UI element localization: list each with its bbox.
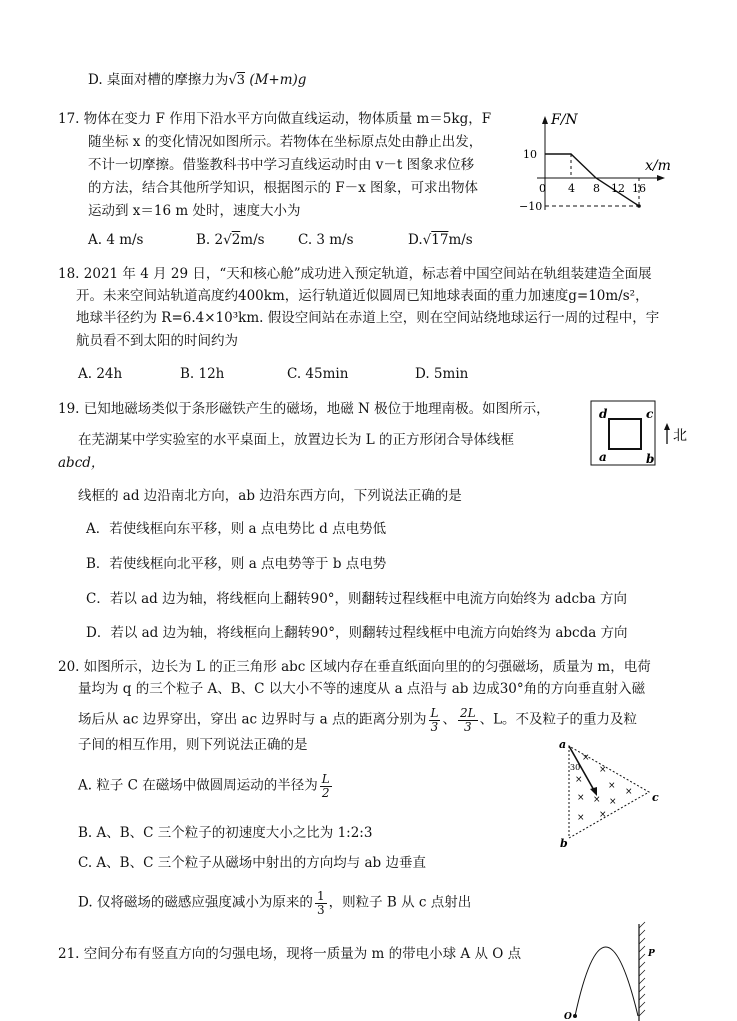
q20-line-2: 量均为 q 的三个粒子 A、B、C 以大小不等的速度从 a 点沿与 ab 边成30°角的方向垂直射入磁 — [78, 681, 646, 697]
q18-option-d: D. 5min — [415, 366, 469, 382]
svg-text:×: × — [599, 810, 607, 820]
svg-text:×: × — [625, 787, 633, 797]
q19-option-d: D．若以 ad 边为轴，将线框向上翻转90°，则翻转过程线框中电流方向始终为 abcda 方向 — [86, 625, 628, 641]
svg-text:×: × — [599, 765, 607, 775]
graph-y-label: F/N — [551, 112, 578, 128]
corner-label-c: c — [646, 407, 654, 421]
q17-option-c: C. 3 m/s — [298, 232, 354, 248]
q18-line-1: 18. 2021 年 4 月 29 日，“天和核心舱”成功进入预定轨道，标志着中国空间站在轨组装建造全面展 — [58, 266, 652, 282]
q18-option-c: C. 45min — [287, 366, 349, 382]
svg-text:×: × — [577, 793, 585, 803]
q17-line-5: 运动到 x＝16 m 处时，速度大小为 — [88, 203, 301, 219]
q17-option-d: D.√17m/s — [408, 232, 473, 248]
square-wire-frame — [609, 419, 641, 449]
graph-x-tick-0: 0 — [539, 182, 546, 195]
graph-x-label: x/m — [645, 158, 671, 174]
wall-hatching — [639, 922, 645, 1016]
q18-line-3: 地球半径约为 R=6.4×10³km. 假设空间站在赤道上空，则在空间站绕地球运行一周的过程中，宇 — [76, 310, 660, 326]
q19-option-c: C．若以 ad 边为轴，将线框向上翻转90°，则翻转过程线框中电流方向始终为 adcba 方向 — [86, 591, 628, 607]
field-cross-marks — [575, 753, 633, 823]
vertex-label-c: c — [652, 791, 659, 804]
corner-label-b: b — [646, 452, 655, 466]
svg-text:×: × — [609, 797, 617, 807]
fraction-L-over-3: $\frac{L}{3}$ — [430, 706, 439, 734]
graph-x-tick-16: 16 — [632, 182, 646, 195]
north-arrowhead-icon — [664, 423, 670, 430]
q17-option-a: A. 4 m/s — [88, 232, 144, 248]
graph-y-arrow-icon — [542, 116, 548, 124]
q16-option-d-text: D. 桌面对槽的摩擦力为 — [88, 72, 229, 88]
svg-text:×: × — [575, 775, 583, 785]
vertex-label-b: b — [560, 837, 568, 850]
q17-force-displacement-graph — [515, 110, 675, 222]
q20-triangle-field-figure — [555, 738, 665, 850]
q20-line-4: 子间的相互作用，则下列说法正确的是 — [78, 737, 308, 753]
svg-text:×: × — [582, 753, 590, 763]
q16-option-d: D. 桌面对槽的摩擦力为√3 (M+m)g — [88, 72, 307, 88]
svg-text:×: × — [593, 795, 601, 805]
point-o-dot — [573, 1014, 577, 1018]
graph-end-point — [637, 204, 641, 208]
q16-option-d-expr: (M+m)g — [249, 72, 307, 88]
q17-line-1: 17. 物体在变力 F 作用下沿水平方向做直线运动，物体质量 m＝5kg，F — [58, 111, 492, 127]
q21-line-1: 21. 空间分布有竖直方向的匀强电场，现将一质量为 m 的带电小球 A 从 O 点 — [58, 946, 522, 962]
q18-line-4: 航员看不到太阳的时间约为 — [76, 333, 238, 349]
q18-option-b: B. 12h — [180, 366, 225, 382]
q19-line-1: 19. 已知地磁场类似于条形磁铁产生的磁场，地磁 N 极位于地理南极。如图所示， — [58, 401, 550, 417]
graph-force-line — [545, 154, 639, 206]
svg-text:×: × — [577, 813, 585, 823]
q17-option-b: B. 2√2m/s — [196, 232, 265, 248]
q19-option-b: B．若使线框向北平移，则 a 点电势等于 b 点电势 — [86, 556, 387, 572]
north-label: 北 — [673, 428, 687, 444]
q20-option-d: D. 仅将磁场的磁感应强度减小为原来的 $\frac{1}{3}$ ，则粒子 B 从 c 点射出 — [78, 889, 472, 917]
parabolic-trajectory — [575, 947, 638, 1016]
q20-line-3: 场后从 ac 边界穿出，穿出 ac 边界时与 a 点的距离分别为 $\frac{L}{3}$ 、 $\frac{2L}{3}$ 、L。不及粒子的重力及粒 — [78, 706, 638, 734]
graph-y-tick-10: 10 — [523, 148, 537, 161]
graph-y-tick-minus10: −10 — [519, 200, 543, 213]
q21-trajectory-figure — [560, 918, 660, 1021]
graph-x-tick-8: 8 — [593, 182, 600, 195]
q20-option-c: C. A、B、C 三个粒子从磁场中射出的方向均与 ab 边垂直 — [78, 855, 426, 871]
q18-option-a: A. 24h — [78, 366, 123, 382]
point-label-p: P — [648, 949, 655, 959]
q19-line-4: 线框的 ad 边沿南北方向，ab 边沿东西方向，下列说法正确的是 — [78, 488, 462, 504]
q17-line-4: 的方法，结合其他所学知识，根据图示的 F－x 图象，可求出物体 — [88, 180, 479, 196]
graph-x-tick-12: 12 — [611, 182, 625, 195]
corner-label-a: a — [599, 450, 607, 464]
corner-label-d: d — [599, 407, 608, 421]
q19-line-3: abcd， — [58, 455, 105, 471]
q19-line-2: 在芜湖某中学实验室的水平桌面上，放置边长为 L 的正方形闭合导体线框 — [78, 432, 515, 448]
angle-label-30: 30 — [570, 763, 581, 772]
q18-line-2: 开。未来空间站轨道高度约400km，运行轨道近似圆周已知地球表面的重力加速度g=10m/s²， — [76, 288, 649, 304]
graph-x-arrow-icon — [657, 175, 665, 181]
fraction-2L-over-3: $\frac{2L}{3}$ — [459, 706, 476, 734]
q20-line-1: 20. 如图所示，边长为 L 的正三角形 abc 区域内存在垂直纸面向里的的匀强磁场，质量为 m，电荷 — [58, 659, 651, 675]
vertex-label-a: a — [559, 738, 567, 751]
q20-option-b: B. A、B、C 三个粒子的初速度大小之比为 1:2:3 — [78, 825, 373, 841]
graph-x-tick-4: 4 — [568, 182, 575, 195]
fraction-L-over-2: $\frac{L}{2}$ — [321, 772, 330, 800]
fraction-1-over-3: $\frac{1}{3}$ — [316, 889, 325, 917]
q19-wire-frame-figure — [590, 400, 700, 470]
q17-line-2: 随坐标 x 的变化情况如图所示。若物体在坐标原点处由静止出发， — [88, 134, 483, 150]
triangle-abc — [569, 746, 649, 838]
q17-line-3: 不计一切摩擦。借鉴教科书中学习直线运动时由 v－t 图象求位移 — [88, 157, 475, 173]
svg-text:×: × — [608, 781, 616, 791]
point-label-o: O — [564, 1012, 572, 1021]
q19-option-a: A．若使线框向东平移，则 a 点电势比 d 点电势低 — [86, 521, 387, 537]
q20-option-a: A. 粒子 C 在磁场中做圆周运动的半径为 $\frac{L}{2}$ — [78, 772, 330, 800]
